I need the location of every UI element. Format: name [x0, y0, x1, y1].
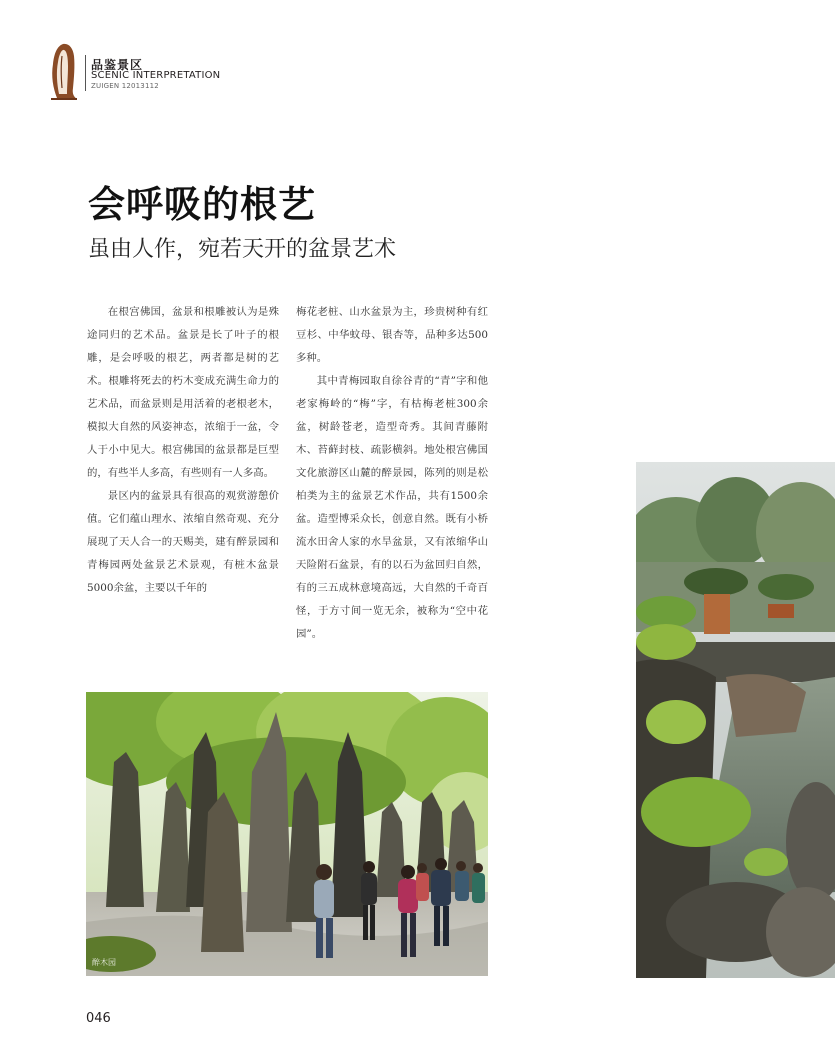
paragraph: 景区内的盆景具有很高的观赏游憩价值。它们蕴山理水、浓缩自然奇观、充分展现了天人合一的天赐美，建有醉景园和青梅园两处盆景艺术景观，有桩木盆景5000余盆，主要以千年的 [87, 490, 279, 594]
page-number: 046 [86, 1011, 111, 1026]
paragraph: 在根宫佛国，盆景和根雕被认为是殊途同归的艺术品。盆景是长了叶子的根雕，是会呼吸的根艺，两者都是树的艺术。根雕将死去的朽木变成充满生命力的艺术品，而盆景则是用活着的老根老木，模拟大自然的风姿神态，浓缩于一盆，令人于小中见大。根宫佛国的盆景都是巨型的，有些半人多高，有些则有一人多高。 [87, 306, 279, 479]
tree-stump-garden-photo [86, 692, 488, 976]
article-subtitle: 虽由人作，宛若天开的盆景艺术 [88, 237, 397, 262]
paragraph: 其中青梅园取自徐谷青的“青”字和他老家梅岭的“梅”字，有枯梅老桩300余盆，树龄苍老，造型奇秀。其间青藤附木、苔藓封枝、疏影横斜。地处根宫佛国文化旅游区山麓的醉景园，陈列的则是松柏类为主的盆景艺术作品，共有1500余盆。造型博采众长，创意自然。既有小桥流水田舍人家的水旱盆景，又有浓缩华山天险附石盆景，有的以石为盆回归自然，有的三五成林意境高远，大自然的千奇百怪，于方寸间一览无余，被称为“空中花园”。 [296, 375, 488, 640]
bonsai-pond-photo [636, 462, 835, 978]
paragraph: 梅花老桩、山水盆景为主，珍贵树种有红豆杉、中华蚊母、银杏等，品种多达500多种。 [296, 306, 488, 364]
article-title: 会呼吸的根艺 [88, 182, 316, 226]
body-column-1 [87, 301, 279, 600]
section-title-en: SCENIC INTERPRETATION [91, 70, 221, 81]
header-divider [85, 55, 86, 91]
issue-code: ZUIGEN 12013112 [91, 82, 159, 90]
body-column-2 [296, 301, 488, 646]
photo-caption: 醉木园 [92, 958, 116, 967]
root-sculpture-logo-icon [47, 42, 79, 100]
section-title: 品鉴景区 [91, 58, 144, 72]
